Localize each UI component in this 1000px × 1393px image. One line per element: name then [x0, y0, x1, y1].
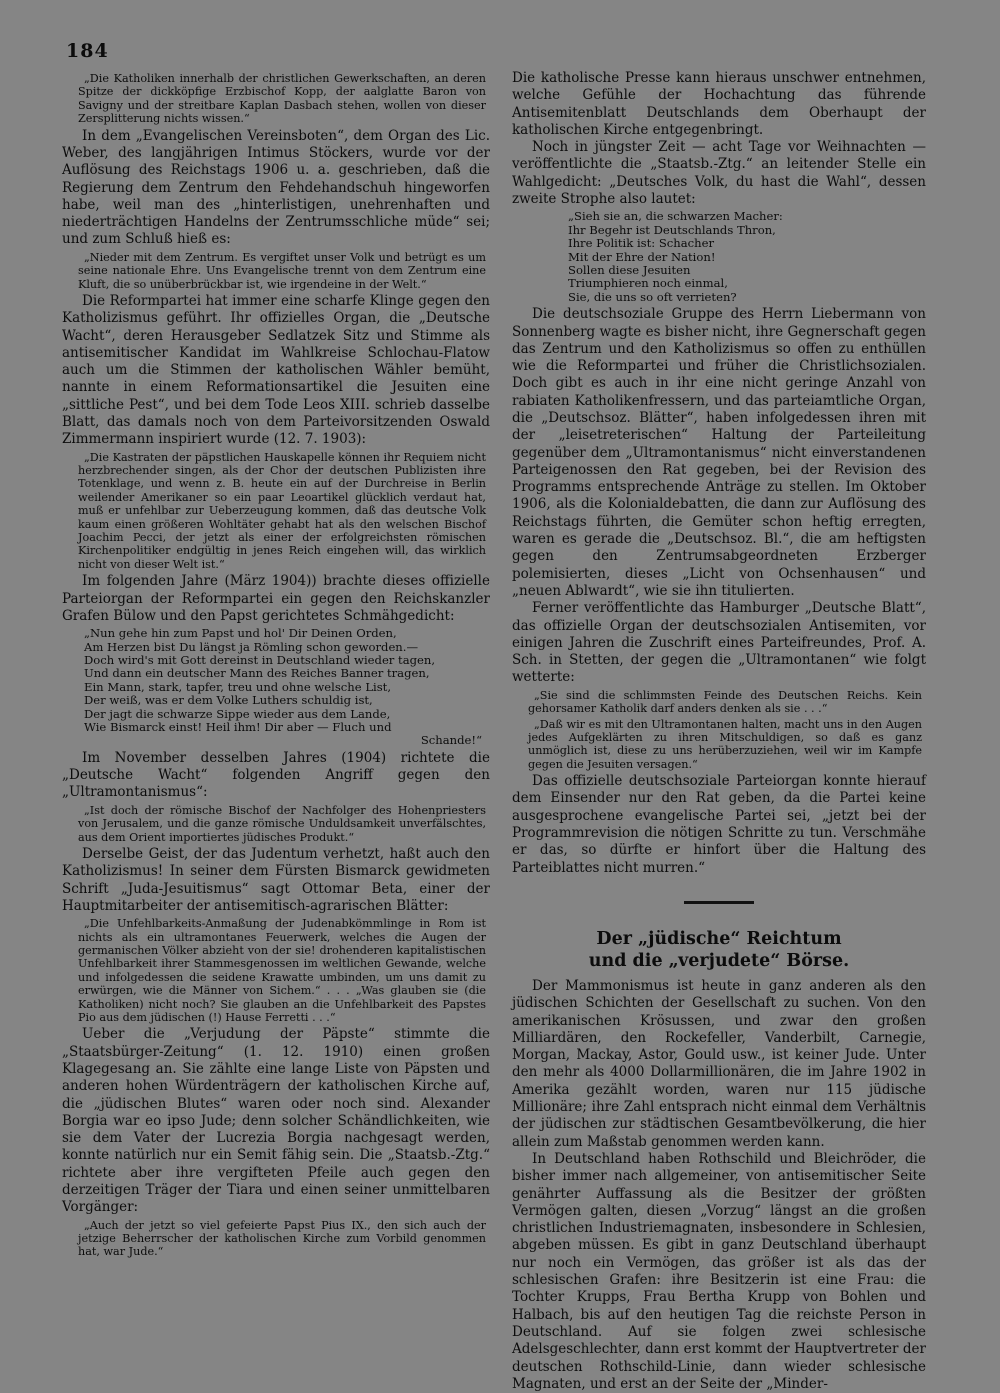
verse-block — [62, 627, 490, 748]
verse-line: „Nun gehe hin zum Papst und hol' Dir Deinen Orden, — [84, 626, 397, 641]
paragraph: Derselbe Geist, der das Judentum verhetzt, haßt auch den Katholizismus! In seiner dem Fürsten Bismarck gewidmeten Schrift „Juda-Jesuitismus“ sagt Ottomar Beta, einer der Hauptmitarbeiter der antisemitisch-agrarischen Blätter: — [62, 845, 490, 914]
verse-line: Schande!“ — [420, 733, 482, 748]
verse-line: Ein Mann, stark, tapfer, treu und ohne welsche List, — [84, 679, 392, 694]
paragraph: In Deutschland haben Rothschild und Bleichröder, die bisher immer nach allgemeiner, von antisemitischer Seite genährter Auffassung als die Besitzer der größten Vermögen galten, diesen „Vorzug“ längst an die großen christlichen Industriemagnaten, insbesondere in Schlesien, abgeben müssen. Es gibt in ganz Deutschland überhaupt nur noch ein Vermögen, das größer ist als das der schlesischen Grafen: ihre Besitzerin ist eine Frau: die Tochter Krupps, Frau Bertha Krupp von Bohlen und Halbach, bis auf den heutigen Tag die reichste Person in Deutschland. Auf sie folgen zwei schlesische Adelsgeschlechter, dann erst kommt der Hauptvertreter der deutschen Rothschild-Linie, dann wieder schlesische Magnaten, und erst an der Seite der „Minder- — [512, 1150, 926, 1392]
verse-line: Ihre Politik ist: Schacher — [568, 236, 715, 251]
verse-block — [512, 210, 926, 304]
verse-line: Sollen diese Jesuiten — [568, 263, 691, 277]
paragraph: Noch in jüngster Zeit — acht Tage vor Weihnachten — veröffentlichte die „Staatsb.-Ztg.“ an leitender Stelle ein Wahlgedicht: „Deutsches Volk, du hast die Wahl“, dessen zweite Strophe also lautet: — [512, 139, 926, 208]
heading-line: und die „verjudete“ Börse. — [588, 950, 850, 971]
paragraph: Ueber die „Verjudung der Päpste“ stimmte die „Staatsbürger-Zeitung“ (1. 12. 1910) einen großen Klagegesang an. Sie zählte eine lange Liste von Päpsten und anderen hohen Würdenträgern der katholischen Kirche auf, die „jüdischen Blutes“ waren oder noch sind. Alexander Borgia war eo ipso Jude; denn solcher Schändlichkeiten, wie sie dem Vater der Lucrezia Borgia nachgesagt werden, konnte natürlich nur ein Semit fähig sein. Die „Staatsb.-Ztg.“ richtete aber ihre vergifteten Pfeile auch gegen den derzeitigen Träger der Tiara und einen seiner unmittelbaren Vorgänger: — [62, 1026, 490, 1216]
right-column — [512, 70, 926, 1393]
block-quote: „Die Unfehlbarkeits-Anmaßung der Judenabkömmlinge in Rom ist nichts als ein ultramontanes Feuerwerk, welches die Augen der germanischen Völker abzieht von der sie! drohenderen kapitalistischen Unfehlbarkeit ihrer Stammesgenossen im weltlichen Gewande, welche und infolgedessen die seidene Krawatte umbinden, um uns damit zu erwürgen, wie die Männer von Sichem.“ . . . „Was glauben sie (die Katholiken) nicht noch? Sie glauben an die Unfehlbarkeit des Papstes Pio aus dem jüdischen (!) Hause Ferretti . . .“ — [78, 917, 486, 1024]
block-quote: „Auch der jetzt so viel gefeierte Papst Pius IX., den sich auch der jetzige Beherrscher der katholischen Kirche zum Vorbild genommen hat, war Jude.“ — [78, 1218, 486, 1259]
verse-line: Doch wird's mit Gott dereinst in Deutschland wieder tagen, — [84, 652, 436, 667]
paragraph: Im folgenden Jahre (März 1904)) brachte dieses offizielle Parteiorgan der Reformpartei ein gegen den Reichskanzler Grafen Bülow und den Papst gerichtetes Schmähgedicht: — [62, 573, 490, 624]
paragraph: Die Reformpartei hat immer eine scharfe Klinge gegen den Katholizismus geführt. Ihr offizielles Organ, die „Deutsche Wacht“, deren Herausgeber Sedlatzek Sitz und Stimme als antisemitischer Kandidat im Wahlkreise Schlochau-Flatow auch um die Stimmen der katholischen Wähler bemüht, nannte in einem Reformationsartikel die Jesuiten eine „sittliche Pest“, und bei dem Tode Leos XIII. schrieb dasselbe Blatt, das damals noch von dem Parteivorsitzenden Oswald Zimmermann inspiriert wurde (12. 7. 1903): — [62, 292, 490, 448]
paragraph: In dem „Evangelischen Vereinsboten“, dem Organ des Lic. Weber, des langjährigen Intimus Stöckers, wurde vor der Auflösung des Reichstags 1906 u. a. geschrieben, daß die Regierung dem Zentrum den Fehdehandschuh hingeworfen habe, weil man des „hinterlistigen, unehrenhaften und niederträchtigen Handelns der Zentrumsschliche müde“ sei; und zum Schluß hieß es: — [62, 127, 490, 248]
verse-line: Sie, die uns so oft verrieten? — [568, 289, 737, 304]
verse-line: Mit der Ehre der Nation! — [568, 249, 716, 264]
paragraph: Im November desselben Jahres (1904) richtete die „Deutsche Wacht“ folgenden Angriff gegen den „Ultramontanismus“: — [62, 749, 490, 801]
verse-line: Und dann ein deutscher Mann des Reiches Banner tragen, — [84, 666, 430, 681]
verse-line: Ihr Begehr ist Deutschlands Thron, — [568, 222, 776, 237]
verse-line: Der jagt die schwarze Sippe wieder aus dem Lande, — [84, 706, 391, 721]
block-quote: „Daß wir es mit den Ultramontanen halten, macht uns in den Augen jedes Aufgeklärten zu ihren Mitschuldigen, so daß es ganz unmöglich ist, diese zu uns herüberzuziehen, weil wir im Kampfe gegen die Jesuiten versagen.“ — [528, 717, 922, 771]
verse-line: Der weiß, was er dem Volke Luthers schuldig ist, — [84, 693, 373, 708]
block-quote: „Die Kastraten der päpstlichen Hauskapelle können ihr Requiem nicht herzbrechender singen, als der Chor der deutschen Publizisten ihre Totenklage, und wenn z. B. heute ein auf der Durchreise in Berlin weilender Amerikaner so ein paar Leoartikel glücklich verdaut hat, muß er unfehlbar zur Ueberzeugung kommen, daß das deutsche Volk kaum einen größeren Wohltäter gehabt hat als den welschen Bischof Joachim Pecci, der jetzt als einer der erfolgreichsten römischen Kirchenpolitiker endgültig in jenes Reich eingehen will, das wirklich nicht von dieser Welt ist.“ — [78, 450, 486, 571]
heading-line: Der „jüdische“ Reichtum — [596, 928, 842, 949]
section-heading — [512, 928, 926, 972]
paragraph: Das offizielle deutschsoziale Parteiorgan konnte hierauf dem Einsender nur den Rat geben, da die Partei keine ausgesprochene evangelische Partei sei, „jetzt bei der Programmrevision die nötigen Schritte zu tun. Verschmähe er das, so dürfte er hinfort über die Haltung des Parteiblattes nicht murren.“ — [512, 773, 926, 876]
paragraph: Die katholische Presse kann hieraus unschwer entnehmen, welche Gefühle der Hochachtung das führende Antisemitenblatt Deutschlands dem Oberhaupt der katholischen Kirche entgegenbringt. — [512, 70, 926, 138]
verse-line: Triumphieren noch einmal, — [568, 276, 728, 291]
verse-line: Wie Bismarck einst! Heil ihm! Dir aber — Fluch und — [84, 719, 392, 734]
block-quote: „Die Katholiken innerhalb der christlichen Gewerkschaften, an deren Spitze der dickköpfige Erzbischof Kopp, der aalglatte Baron von Savigny und der streitbare Kaplan Dasbach stehen, wollen von dieser Zersplitterung nichts wissen.“ — [78, 72, 486, 126]
block-quote: „Sie sind die schlimmsten Feinde des Deutschen Reichs. Kein gehorsamer Katholik darf anders denken als sie . . .“ — [528, 688, 922, 716]
paragraph: Ferner veröffentlichte das Hamburger „Deutsche Blatt“, das offizielle Organ der deutschsozialen Antisemiten, vor einigen Jahren die Zuschrift eines Parteifreundes, Prof. A. Sch. in Stetten, der gegen die „Ultramontanen“ wie folgt wetterte: — [512, 600, 926, 686]
paragraph: Die deutschsoziale Gruppe des Herrn Liebermann von Sonnenberg wagte es bisher nicht, ihre Gegnerschaft gegen das Zentrum und den Katholizismus so offen zu enthüllen wie die Reformpartei und früher die Christlichsozialen. Doch gibt es auch in ihr eine nicht geringe Anzahl von rabiaten Katholikenfressern, und das parteiamtliche Organ, die „Deutschsoz. Blätter“, haben infolgedessen ihren mit der „leisetreterischen“ Haltung der Parteileitung gegenüber dem „Ultramontanismus“ nicht einverstandenen Parteigenossen den Rat gegeben, bei der Revision des Programms entsprechende Anträge zu stellen. Im Oktober 1906, als die Kolonialdebatten, die dann zur Auflösung des Reichstags führten, die Gemüter schon heftig erregten, waren es gerade die „Deutschsoz. Bl.“, die am heftigsten gegen den Zentrumsabgeordneten Erzberger polemisierten, dieses „Licht von Ochsenhausen“ und „neuen Ablwardt“, wie sie ihn titulierten. — [512, 306, 926, 599]
verse-line: Am Herzen bist Du längst ja Römling schon geworden.— — [84, 639, 419, 654]
page-number: 184 — [66, 40, 109, 62]
left-column — [62, 70, 490, 1261]
block-quote: „Nieder mit dem Zentrum. Es vergiftet unser Volk und betrügt es um seine nationale Ehre. Uns Evangelische trennt von dem Zentrum eine Kluft, die so unüberbrückbar ist, wie irgendeine in der Welt.“ — [78, 250, 486, 291]
section-divider — [684, 901, 754, 904]
verse-line: „Sieh sie an, die schwarzen Macher: — [568, 209, 783, 224]
block-quote: „Ist doch der römische Bischof der Nachfolger des Hohenpriesters von Jerusalem, und die ganze römische Unduldsamkeit unverfälschtes, aus dem Orient importiertes jüdisches Produkt.“ — [78, 803, 486, 844]
paragraph: Der Mammonismus ist heute in ganz anderen als den jüdischen Schichten der Gesellschaft zu suchen. Von den amerikanischen Krösussen, und zwar den großen Milliardären, den Rockefeller, Vanderbilt, Carnegie, Morgan, Mackay, Astor, Gould usw., ist keiner Jude. Unter den mehr als 4000 Dollarmillionären, die im Jahre 1902 in Amerika gezählt worden, waren nur 115 jüdische Millionäre; ihre Zahl entsprach nicht einmal dem Verhältnis der jüdischen zur städtischen Gesamtbevölkerung, die hier allein zum Maßstab genommen werden kann. — [512, 977, 926, 1150]
